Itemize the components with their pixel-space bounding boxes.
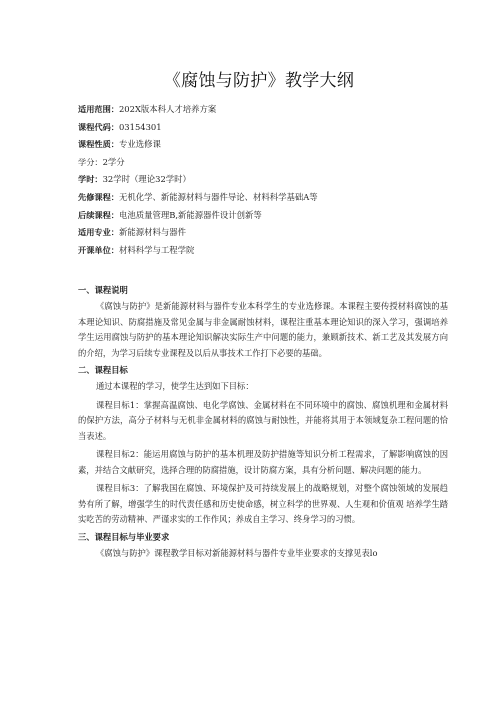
meta-key: 开课单位： (78, 244, 119, 255)
paragraph: 《腐蚀与防护》是新能源材料与器件专业本科学生的专业选修课。本课程主要传授材料腐蚀的基本理论知识、防腐措施及常见金属与非金属耐蚀材料，课程注重基本理论知识的深入学习，强调培养学生运用腐蚀与防护的基本理论知识解决实际生产中问题的能力，兼顾新技术、新工艺及其发展方向的介绍，为学习后续专业课程及以后从事技术工作打下必要的基础。 (78, 301, 448, 358)
meta-value: 03154301 (118, 121, 162, 132)
meta-scope (78, 103, 440, 115)
meta-value: 新能源材料与器件 (118, 227, 186, 238)
meta-value: 32学时（理论32学时） (102, 174, 191, 185)
meta-major (78, 226, 440, 238)
meta-value: 材料科学与工程学院 (118, 244, 195, 255)
paragraph: 课程目标2：能运用腐蚀与防护的基本机理及防护措施等知识分析工程需求，了解影响腐蚀的因素，并结合文献研究，选择合理的防腐措施，设计防腐方案，具有分析问题、解决问题的能力。 (78, 449, 448, 475)
meta-prerequisites (78, 191, 440, 203)
meta-course-nature (78, 138, 440, 150)
meta-key: 适用专业： (78, 227, 119, 238)
section-course-description (78, 284, 448, 361)
meta-credits (78, 156, 440, 168)
meta-value: 无机化学、新能源材料与器件导论、材料科学基础A等 (118, 191, 318, 202)
meta-course-code (78, 121, 440, 133)
paragraph: 通过本课程的学习，使学生达到如下目标： (96, 381, 254, 392)
section-heading: 二、课程目标 (78, 365, 128, 376)
meta-follow-up (78, 209, 440, 221)
section-heading: 三、课程目标与毕业要求 (78, 531, 170, 542)
section-heading: 一、课程说明 (78, 285, 128, 296)
meta-key: 课程性质： (78, 139, 119, 150)
meta-key: 适用范围： (78, 104, 119, 114)
meta-key: 学分： (78, 156, 103, 167)
meta-key: 学时： (78, 174, 103, 185)
meta-key: 先修课程： (78, 191, 119, 202)
meta-value: 202X版本科人才培养方案 (118, 104, 217, 114)
course-meta (78, 103, 440, 256)
meta-hours (78, 173, 440, 185)
meta-key: 课程代码： (78, 121, 119, 132)
document-title: 《腐蚀与防护》教学大纲 (163, 71, 355, 91)
meta-value: 2学分 (102, 156, 125, 167)
meta-value: 专业选修课 (118, 139, 161, 150)
meta-department (78, 244, 440, 256)
meta-key: 后续课程： (78, 209, 119, 220)
paragraph: 课程目标1：掌握高温腐蚀、电化学腐蚀、金属材料在不同环境中的腐蚀、腐蚀机理和金属材料的保护方法，高分子材料与无机非金属材料的腐蚀与耐蚀性，并能将其用于本领域复杂工程问题的恰当表述。 (78, 399, 448, 441)
section-course-objectives (78, 364, 448, 528)
meta-value: 电池质量管理B,新能源器件设计创新等 (118, 209, 262, 220)
spacer (78, 261, 440, 284)
paragraph: 《腐蚀与防护》课程教学目标对新能源材料与器件专业毕业要求的支撑见表lo (96, 547, 378, 558)
paragraph: 课程目标3：了解我国在腐蚀、环境保护及可持续发展上的战略规划，对整个腐蚀领域的发展趋势有所了解，增强学生的时代责任感和历史使命感，树立科学的世界观、人生观和价值观 培养学生踏实吃苦的劳动精神、严谨求实的工作作风；养成自主学习、终身学习的习惯。 (78, 483, 448, 525)
section-objectives-and-requirements (78, 531, 440, 562)
